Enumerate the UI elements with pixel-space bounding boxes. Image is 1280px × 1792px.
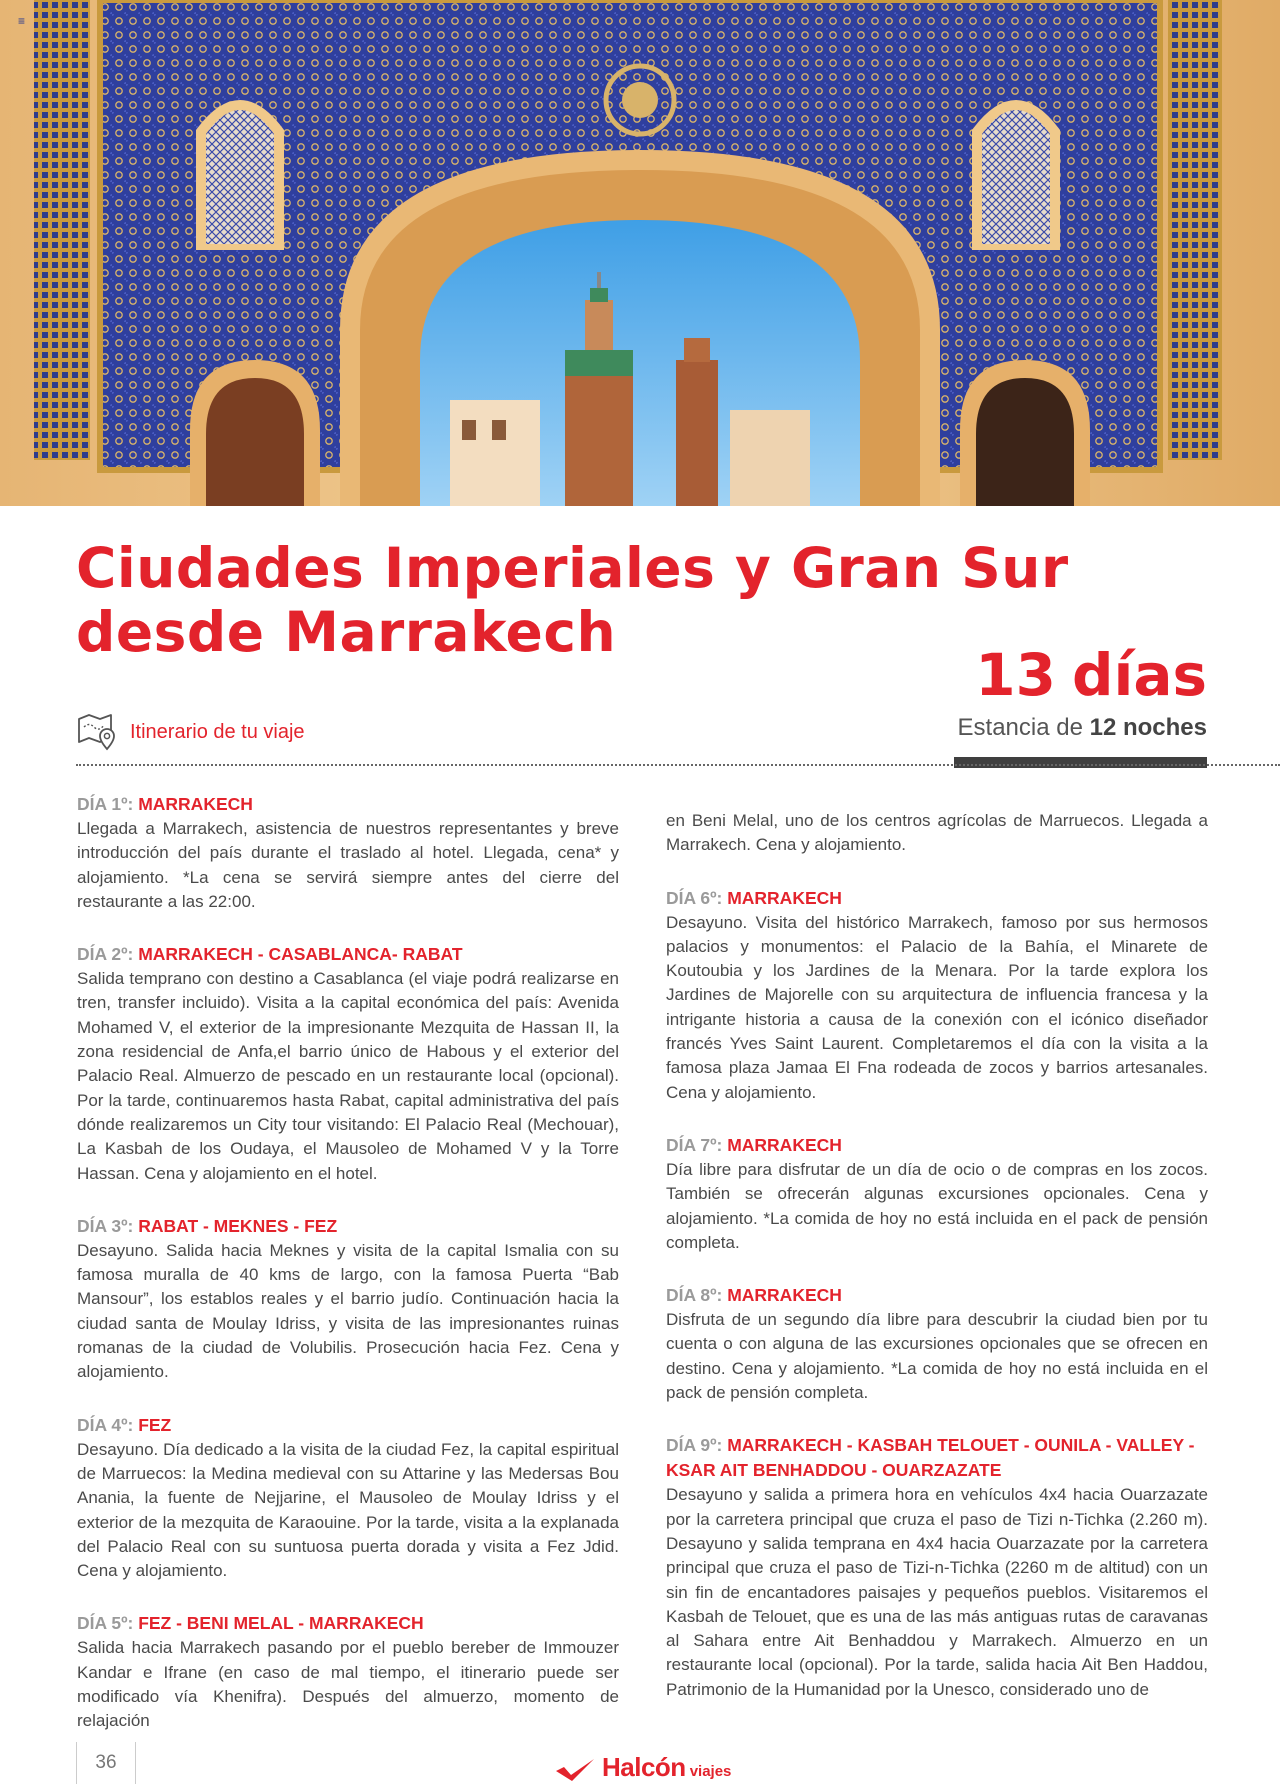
- day-number: DÍA 5º:: [77, 1613, 134, 1634]
- duration-unit: días: [1071, 641, 1207, 709]
- day-route: MARRAKECH - CASABLANCA- RABAT: [138, 944, 463, 965]
- itinerary-day-4: [77, 1413, 619, 1584]
- itinerary-day-7: [666, 1133, 1208, 1255]
- page-title: [76, 536, 1076, 664]
- day-heading: [77, 1413, 619, 1438]
- day-route: FEZ - BENI MELAL - MARRAKECH: [138, 1613, 424, 1634]
- itinerary-column-right: [666, 792, 1208, 1730]
- brand-logo: [554, 1752, 731, 1783]
- day-route: MARRAKECH: [727, 1285, 842, 1306]
- duration-number: 13: [975, 641, 1056, 709]
- day-route: FEZ: [138, 1414, 172, 1435]
- day-description: Desayuno. Visita del histórico Marrakech, famoso por sus hermosos palacios y monumentos: el Palacio de la Bahía, el Minarete de Koutoubia y los Jardines de la Menara. Por la tarde explora los Jardines de Majorelle con su arquitectura de influencia francesa y la intrigante historia a causa de la conexión con el icónico diseñador francés Yves Saint Laurent. Completaremos el día con la visita a la famosa plaza Jamaa El Fna rodeada de zocos y barrios artesanales. Cena y alojamiento.: [666, 912, 1208, 1102]
- day-description: Disfruta de un segundo día libre para descubrir la ciudad bien por tu cuenta o con alguna de las excursiones opcionales que se ofrecen en destino. Cena y alojamiento. *La comida de hoy no está incluida en el pack de pensión completa.: [666, 1310, 1208, 1403]
- brand-name: Halcón: [602, 1752, 686, 1782]
- itinerary-day-8: [666, 1283, 1208, 1405]
- itinerary-day-1: [77, 792, 619, 914]
- title-line-2: desde Marrakech: [76, 600, 617, 664]
- stay-underline: [954, 757, 1207, 768]
- trip-duration: [975, 640, 1207, 710]
- day-heading: [666, 1133, 1208, 1158]
- title-line-1: Ciudades Imperiales y Gran Sur: [76, 536, 1069, 600]
- day-heading: [77, 1611, 619, 1636]
- day-number: DÍA 4º:: [77, 1414, 134, 1435]
- day-number: DÍA 1º:: [77, 794, 134, 814]
- day-description: Salida temprano con destino a Casablanca (el viaje podrá realizarse en tren, transfer incluido). Visita a la capital económica del país: Avenida Mohamed V, el exterior de la impresionante Mezquita de Hassan II, la zona residencial de Anfa,el barrio único de Habous y el exterior del Palacio Real. Almuerzo de pescado en un restaurante local (opcional). Por la tarde, continuaremos hasta Rabat, capital administrativa del país dónde realizaremos un City tour visitando: El Palacio Real (Mechouar), La Kasbah de los Oudaya, el Mausoleo de Mohamed V y la Torre Hassan. Cena y alojamiento en el hotel.: [77, 969, 619, 1183]
- day-description: Desayuno. Día dedicado a la visita de la ciudad Fez, la capital espiritual de Marruecos: la Medina medieval con su Attarine y las Medersas Bou Anania, la fuente de Nejjarine, el Mausoleo de Moulay Idriss y el exterior de la mezquita de Karaouine. Por la tarde, visita a la explanada del Palacio Real con su suntuosa puerta dorada y visita a Fez Jdid. Cena y alojamiento.: [77, 1439, 619, 1581]
- stay-info: [958, 714, 1207, 742]
- page-number: 36: [76, 1742, 136, 1784]
- menu-icon: ≡: [18, 14, 26, 28]
- day-description: Desayuno. Salida hacia Meknes y visita de la capital Ismalia con su famosa muralla de 40 kms de largo, con la famosa Puerta “Bab Mansour”, los establos reales y el barrio judío. Continuación hacia la ciudad santa de Moulay Idriss, y visita de las impresionantes ruinas romanas de la ciudad de Volubilis. Prosecución hacia Fez. Cena y alojamiento.: [77, 1240, 619, 1382]
- day-number: DÍA 3º:: [77, 1215, 134, 1236]
- itinerary-heading: [76, 710, 305, 754]
- day-route: MARRAKECH: [727, 1134, 842, 1155]
- brand-sub: viajes: [689, 1763, 732, 1780]
- day-number: DÍA 9º:: [666, 1435, 723, 1456]
- day-number: DÍA 6º:: [666, 887, 723, 908]
- day-description: Desayuno y salida a primera hora en vehículos 4x4 hacia Ouarzazate por la carretera principal que cruza el paso de Tizi n-Tichka (2.260 m). Desayuno y salida temprana en 4x4 hacia Ouarzazate por la carretera principal que cruza el paso de Tizi-n-Tichka (2260 m de altitud) con un sin fin de encantadores paisajes y pequeños pueblos. Visitaremos el Kasbah de Telouet, que es una de las más antiguas rutas de caravanas al Sahara entre Ait Benhaddou y Marrakech. Almuerzo en un restaurante local (opcional). Por la tarde, salida hacia Ait Ben Haddou, Patrimonio de la Humanidad por la Unesco, considerado uno de: [666, 1485, 1208, 1699]
- day-route: RABAT - MEKNES - FEZ: [138, 1215, 338, 1236]
- day-heading: [666, 886, 1208, 911]
- day-description: Día libre para disfrutar de un día de ocio o de compras en los zocos. También se ofrecerán algunas excursiones opcionales. Cena y alojamiento. *La comida de hoy no está incluida en el pack de pensión completa.: [666, 1159, 1208, 1252]
- day-heading: [77, 792, 619, 817]
- day-heading: [77, 1214, 619, 1239]
- day-5-continuation: en Beni Melal, uno de los centros agrícolas de Marruecos. Llegada a Marrakech. Cena y alojamiento.: [666, 811, 1208, 855]
- day-route: MARRAKECH - KASBAH TELOUET - OUNILA - VALLEY - KSAR AIT BENHADDOU - OUARZAZATE: [666, 1435, 1195, 1481]
- stay-prefix: Estancia de: [957, 714, 1083, 741]
- hero-image: [0, 0, 1280, 506]
- day-route: MARRAKECH: [727, 887, 842, 908]
- dotted-divider: [76, 764, 1280, 766]
- itinerary-day-2: [77, 942, 619, 1186]
- day-route: MARRAKECH: [138, 794, 253, 814]
- day-description: Llegada a Marrakech, asistencia de nuestros representantes y breve introducción del país durante el traslado al hotel. Llegada, cena* y alojamiento. *La cena se servirá siempre antes del cierre del restaurante a las 22:00.: [77, 819, 619, 911]
- day-number: DÍA 7º:: [666, 1134, 723, 1155]
- itinerary-day-5: [77, 1611, 619, 1733]
- day-heading: [666, 1283, 1208, 1308]
- stay-nights: 12 noches: [1089, 714, 1207, 741]
- itinerary-column-left: [77, 792, 619, 1762]
- day-number: DÍA 2º:: [77, 944, 134, 965]
- map-pin-icon: [76, 711, 118, 753]
- day-heading: [77, 942, 619, 967]
- itinerary-day-3: [77, 1214, 619, 1385]
- day-number: DÍA 8º:: [666, 1285, 723, 1306]
- halcon-bird-icon: [554, 1757, 598, 1783]
- day-heading: [666, 1433, 1208, 1483]
- itinerary-day-6: [666, 886, 1208, 1105]
- itinerary-day-9: [666, 1433, 1208, 1702]
- itinerary-label: Itinerario de tu viaje: [130, 720, 305, 743]
- day-description: Salida hacia Marrakech pasando por el pueblo bereber de Immouzer Kandar e Ifrane (en caso de mal tiempo, el itinerario puede ser modificado vía Khenifra). Después del almuerzo, momento de relajación: [77, 1638, 619, 1731]
